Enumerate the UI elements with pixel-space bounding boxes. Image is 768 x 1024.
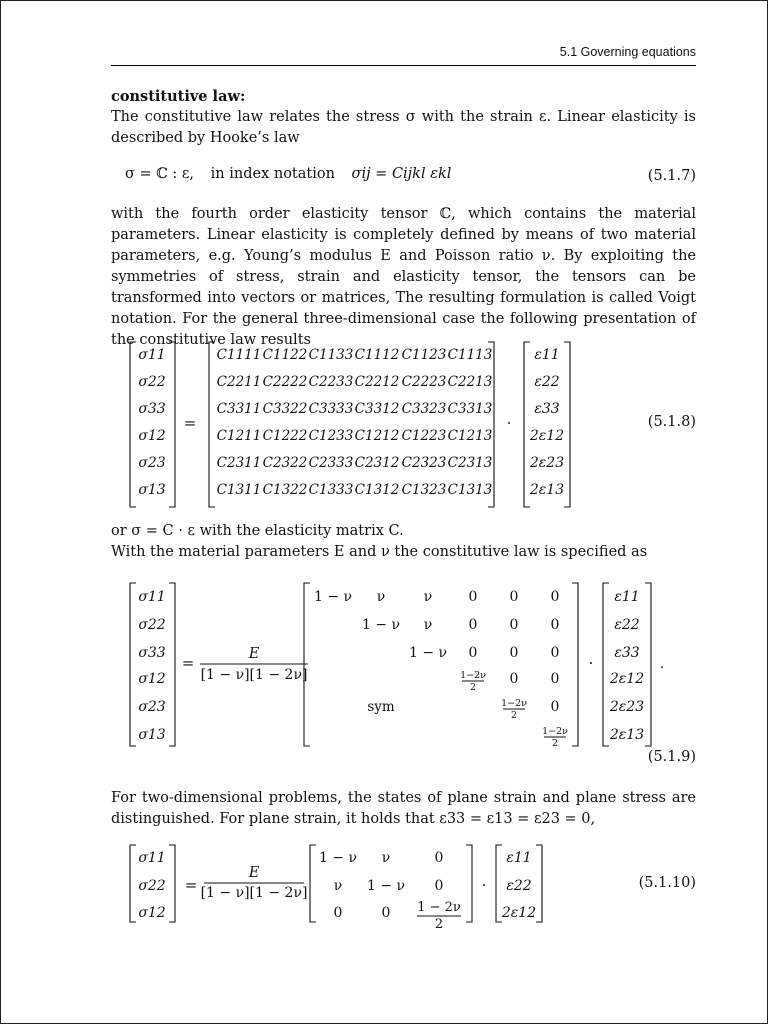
strain-component: ε11 (614, 589, 640, 605)
elasticity-matrix-entry: C2223 (401, 374, 447, 390)
elasticity-matrix-entry: C1223 (401, 428, 447, 444)
strain-component: 2ε23 (529, 455, 565, 471)
stiffness-matrix-entry: 0 (550, 671, 560, 687)
fraction-numerator: 1 − 2ν (417, 900, 461, 915)
plane-matrix-entry: 0 (333, 905, 343, 921)
paragraph-plane-problems: For two-dimensional problems, the states of plane strain and plane stress are distinguished. For plane strain, it holds that ε33 = ε13 = ε23 = 0, (111, 790, 696, 827)
stress-component: σ23 (138, 699, 166, 715)
paragraph-heading: constitutive law: (111, 88, 246, 105)
strain-component: 2ε23 (609, 699, 645, 715)
trailing-period: . (659, 656, 665, 672)
stiffness-matrix-entry: 0 (550, 589, 560, 605)
dot-operator: · (506, 414, 512, 432)
eq-5-1-8-label: (5.1.8) (647, 414, 696, 430)
section-title: 5.1 Governing equations (559, 45, 696, 59)
equals-sign: = (183, 414, 197, 432)
elasticity-matrix-entry: C2311 (216, 455, 262, 471)
stress-component: σ13 (138, 482, 166, 498)
strain-component: 2ε12 (529, 428, 565, 444)
strain-component: 2ε13 (529, 482, 565, 498)
elasticity-matrix-entry: C1311 (216, 482, 262, 498)
stiffness-matrix-entry: 0 (509, 645, 519, 661)
strain-component: ε11 (534, 347, 560, 363)
eq-5-1-7-index-form: σij = Cijkl εkl (351, 166, 452, 182)
strain-component: ε33 (614, 645, 640, 661)
plane-matrix-entry: 1 − ν (318, 850, 358, 866)
elasticity-matrix-entry: C1212 (354, 428, 400, 444)
elasticity-matrix-entry: C2312 (354, 455, 400, 471)
plane-matrix-entry: 1 − ν (366, 878, 406, 894)
elasticity-matrix-entry: C1112 (354, 347, 400, 363)
plane-matrix-entry: ν (333, 878, 343, 894)
elasticity-matrix-entry: C3312 (354, 401, 400, 417)
fraction-numerator: 1−2ν (542, 726, 568, 737)
factor-denominator: [1 − ν][1 − 2ν] (200, 667, 308, 683)
elasticity-matrix-entry: C2233 (308, 374, 354, 390)
plane-matrix-entry: ν (381, 850, 391, 866)
stiffness-matrix-entry: 0 (509, 617, 519, 633)
strain-component: ε22 (506, 878, 532, 894)
eq-5-1-7-middle: in index notation (210, 166, 335, 182)
strain-component: 2ε12 (501, 905, 537, 921)
elasticity-matrix-entry: C1211 (216, 428, 262, 444)
stress-component: σ12 (138, 671, 166, 687)
elasticity-matrix-entry: C1213 (447, 428, 493, 444)
elasticity-matrix-entry: C2213 (447, 374, 493, 390)
factor-numerator: E (248, 646, 260, 662)
stiffness-matrix-entry: 0 (468, 645, 478, 661)
stiffness-matrix-entry: 0 (468, 617, 478, 633)
stiffness-matrix-entry: 1 − ν (361, 617, 401, 633)
elasticity-matrix-entry: C3323 (401, 401, 447, 417)
stiffness-matrix-entry: 0 (509, 671, 519, 687)
elasticity-matrix-entry: C3313 (447, 401, 493, 417)
elasticity-matrix-entry: C2222 (262, 374, 308, 390)
strain-component: ε33 (534, 401, 560, 417)
stress-component: σ12 (138, 428, 166, 444)
stiffness-matrix-entry: 0 (509, 589, 519, 605)
elasticity-matrix-entry: C3322 (262, 401, 308, 417)
fraction-numerator: 1−2ν (460, 670, 486, 681)
elasticity-matrix-entry: C2212 (354, 374, 400, 390)
symmetric-label: sym (367, 699, 395, 715)
strain-component: 2ε13 (609, 727, 645, 743)
equals-sign: = (184, 876, 198, 894)
plane-matrix-entry: 0 (434, 878, 444, 894)
stiffness-matrix-entry: ν (376, 589, 386, 605)
strain-vector-right-bracket (536, 845, 542, 922)
stress-component: σ11 (138, 347, 166, 363)
eq-5-1-10-label: (5.1.10) (638, 875, 696, 891)
stiffness-matrix-entry: 1 − ν (313, 589, 353, 605)
strain-component: ε11 (506, 850, 532, 866)
stress-vector-left-bracket (130, 845, 136, 922)
stiffness-matrix-entry: 1 − ν (408, 645, 448, 661)
elasticity-matrix-entry: C1123 (401, 347, 447, 363)
elasticity-matrix-entry: C1222 (262, 428, 308, 444)
elasticity-matrix-entry: C1133 (308, 347, 354, 363)
fraction-denominator: 2 (434, 917, 444, 932)
fraction-numerator: 1−2ν (501, 698, 527, 709)
elasticity-matrix-entry: C1313 (447, 482, 493, 498)
eq-5-1-7-label: (5.1.7) (647, 168, 696, 184)
paragraph-elasticity-tensor: with the fourth order elasticity tensor ℂ, which contains the material parameters. Linear elasticity is completely defined by means of two material parameters, e.g. Young’s modulus E and Poisson ratio ν. By exploiting the symmetries of stress, strain and elasticity tensor, the tensors can be transformed into vectors or matrices, The resulting formulation is called Voigt notation. For the general three-dimensional case the following presentation of the constitutive law results (111, 206, 696, 348)
elasticity-matrix-entry: C1113 (447, 347, 493, 363)
strain-component: ε22 (614, 617, 640, 633)
factor-numerator: E (248, 865, 260, 881)
paragraph-elasticity-matrix: or σ = C · ε with the elasticity matrix C. (111, 523, 404, 539)
stress-vector-right-bracket (169, 845, 175, 922)
stiffness-matrix-entry: 0 (550, 699, 560, 715)
stress-component: σ12 (138, 905, 166, 921)
stress-component: σ33 (138, 645, 166, 661)
elasticity-matrix-entry: C3333 (308, 401, 354, 417)
stress-component: σ22 (138, 617, 166, 633)
fraction-denominator: 2 (551, 738, 559, 749)
plane-matrix-right-bracket (466, 845, 472, 922)
stress-component: σ11 (138, 589, 166, 605)
elasticity-matrix-entry: C1312 (354, 482, 400, 498)
elasticity-matrix-entry: C2322 (262, 455, 308, 471)
elasticity-matrix-entry: C2333 (308, 455, 354, 471)
plane-matrix-left-bracket (310, 845, 316, 922)
eq-5-1-7-lhs: σ = ℂ : ε, (125, 166, 195, 182)
strain-component: ε22 (534, 374, 560, 390)
stress-component: σ23 (138, 455, 166, 471)
elasticity-matrix-entry: C1233 (308, 428, 354, 444)
elasticity-matrix-entry: C1111 (216, 347, 262, 363)
strain-component: 2ε12 (609, 671, 645, 687)
elasticity-matrix-entry: C1323 (401, 482, 447, 498)
eq-5-1-9-label: (5.1.9) (647, 749, 696, 765)
factor-denominator: [1 − ν][1 − 2ν] (200, 885, 308, 901)
plane-matrix-entry: 0 (434, 850, 444, 866)
stress-component: σ33 (138, 401, 166, 417)
elasticity-matrix-entry: C2211 (216, 374, 262, 390)
plane-matrix-entry: 0 (381, 905, 391, 921)
stress-component: σ11 (138, 850, 166, 866)
stiffness-matrix-entry: 0 (550, 645, 560, 661)
elasticity-matrix-entry: C1322 (262, 482, 308, 498)
stiffness-matrix-entry: 0 (550, 617, 560, 633)
paragraph-intro: The constitutive law relates the stress σ with the strain ε. Linear elasticity is described by Hooke’s law (111, 109, 696, 146)
equals-sign: = (181, 654, 195, 672)
stiffness-matrix-entry: 0 (468, 589, 478, 605)
fraction-denominator: 2 (469, 682, 477, 693)
stress-component: σ22 (138, 374, 166, 390)
elasticity-matrix-entry: C3311 (216, 401, 262, 417)
elasticity-matrix-entry: C1122 (262, 347, 308, 363)
fraction-denominator: 2 (510, 710, 518, 721)
paragraph-material-parameters: With the material parameters E and ν the constitutive law is specified as (111, 544, 648, 560)
elasticity-matrix-entry: C2323 (401, 455, 447, 471)
elasticity-matrix-entry: C2313 (447, 455, 493, 471)
stress-component: σ22 (138, 878, 166, 894)
stiffness-matrix-entry: ν (423, 589, 433, 605)
stiffness-matrix-entry: ν (423, 617, 433, 633)
dot-operator: · (588, 654, 594, 672)
stress-component: σ13 (138, 727, 166, 743)
dot-operator: · (481, 876, 487, 894)
elasticity-matrix-entry: C1333 (308, 482, 354, 498)
